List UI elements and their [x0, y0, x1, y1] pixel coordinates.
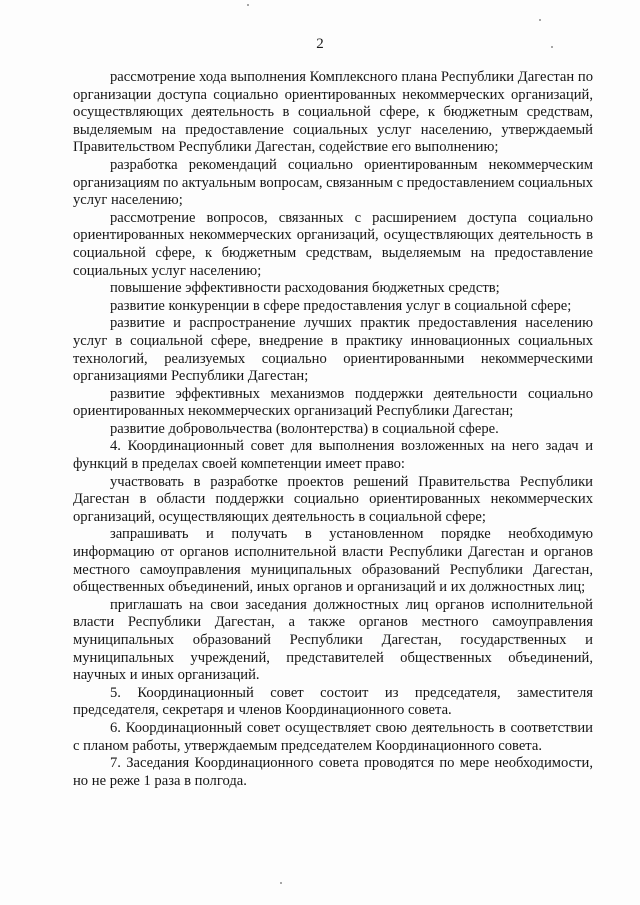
paragraph: разработка рекомендаций социально ориентированным некоммерческим организациям по актуальным вопросам, связанным с предоставлением социальных услуг населению;	[73, 156, 593, 209]
document-body	[73, 69, 593, 790]
paragraph: развитие добровольчества (волонтерства) в социальной сфере.	[110, 420, 499, 437]
paragraph: рассмотрение вопросов, связанных с расширением доступа социально ориентированных некоммерческих организаций, осуществляющих деятельность в социальной сфере, к бюджетным средствам, выделяемым на предоставление социальных услуг населению;	[73, 209, 593, 279]
scan-speck	[551, 46, 553, 48]
paragraph: рассмотрение хода выполнения Комплексного плана Республики Дагестан по организации доступа социально ориентированных некоммерческих организаций, осуществляющих деятельность в социальной сфере, к бюджетным средствам, выделяемым на предоставление социальных услуг населению, утверждаемый Правительством Республики Дагестан, содействие его выполнению;	[73, 69, 593, 156]
paragraph: 7. Заседания Координационного совета проводятся по мере необходимости, но не реже 1 раза в полгода.	[73, 755, 593, 789]
paragraph: повышение эффективности расходования бюджетных средств;	[110, 280, 500, 297]
paragraph: развитие эффективных механизмов поддержки деятельности социально ориентированных некоммерческих организаций Республики Дагестан;	[73, 385, 593, 420]
paragraph: 6. Координационный совет осуществляет свою деятельность в соответствии с планом работы, утверждаемым председателем Координационного совета.	[73, 719, 593, 754]
scan-speck	[539, 19, 541, 21]
paragraph: участвовать в разработке проектов решений Правительства Республики Дагестан в области поддержки социально ориентированных некоммерческих организаций, осуществляющих деятельность в социальной сфере;	[73, 473, 593, 525]
page-number: 2	[316, 36, 324, 52]
paragraph: запрашивать и получать в установленном порядке необходимую информацию от органов исполнительной власти Республики Дагестан и органов местного самоуправления муниципальных образований Республики Дагестан, общественных объединений, иных органов и организаций и их должностных лиц;	[73, 526, 593, 596]
paragraph: приглашать на свои заседания должностных лиц органов исполнительной власти Республики Дагестан, а также органов местного самоуправления муниципальных образований Республики Дагестан, государственных и муниципальных учреждений, представителей общественных объединений, научных и иных организаций.	[73, 596, 593, 684]
paragraph: 5. Координационный совет состоит из председателя, заместителя председателя, секретаря и членов Координационного совета.	[73, 684, 593, 719]
scan-speck	[247, 4, 249, 6]
paragraph: развитие конкуренции в сфере предоставления услуг в социальной сфере;	[110, 297, 572, 314]
scan-speck	[280, 882, 282, 884]
paragraph: развитие и распространение лучших практик предоставления населению услуг в социальной сфере, внедрение в практику инновационных социальных технологий, реализуемых социально ориентированными некоммерческими организациями Республики Дагестан;	[73, 315, 593, 385]
paragraph: 4. Координационный совет для выполнения возложенных на него задач и функций в пределах своей компетенции имеет право:	[73, 438, 593, 473]
